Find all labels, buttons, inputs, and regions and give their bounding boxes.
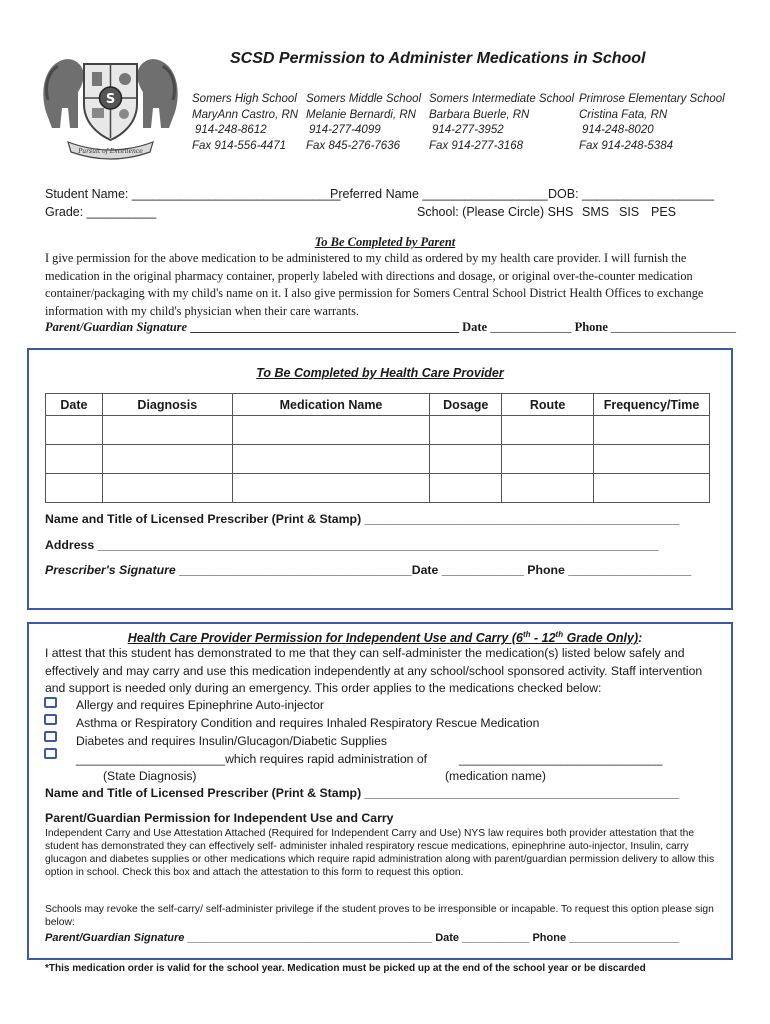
prescriber-signature-line[interactable]: __________________________________ bbox=[175, 563, 412, 577]
option-asthma-label: Asthma or Respiratory Condition and requires Inhaled Respiratory Rescue Medication bbox=[76, 716, 540, 730]
col-medication-name: Medication Name bbox=[232, 394, 430, 416]
school-phone: 914-248-8020 bbox=[582, 124, 654, 136]
attestation-text: Independent Carry and Use Attestation Attached (Required for Independent Carry and Use) NYS law requires both provider attestation that the student has demonstrated they can effectively self- administer inhaled respiratory rescue medications, epinephrine auto-injector, Insulin, carry glucagon and diabetes supplies or other medications which require rapid administration along with parent/guardian permission delivery to allow this option in school. Check this box and attach the attestation to this form to request this option. bbox=[45, 828, 715, 878]
prescriber-address-field[interactable]: Address __________________________________________________________________________________ bbox=[45, 538, 659, 552]
table-cell[interactable] bbox=[502, 416, 594, 445]
prescriber-phone-field[interactable]: Phone __________________ bbox=[523, 563, 692, 577]
school-info-sis bbox=[429, 92, 574, 154]
provider-section-heading: To Be Completed by Health Care Provider bbox=[256, 366, 504, 380]
table-cell[interactable] bbox=[232, 416, 430, 445]
school-nurse: Melanie Bernardi, RN bbox=[306, 108, 416, 121]
school-fax: Fax 914-277-3168 bbox=[429, 139, 523, 152]
table-cell[interactable] bbox=[594, 445, 710, 474]
school-option-pes[interactable]: PES bbox=[651, 205, 677, 219]
school-circle-label: School: (Please Circle) SHS bbox=[417, 205, 574, 219]
table-cell[interactable] bbox=[594, 416, 710, 445]
prescriber-signature-label: Prescriber's Signature bbox=[45, 563, 176, 577]
parent-signature-line[interactable]: ___________________________________________ bbox=[187, 320, 459, 334]
table-cell[interactable] bbox=[502, 445, 594, 474]
district-seal-logo bbox=[38, 42, 183, 160]
school-name: Somers High School bbox=[192, 93, 297, 105]
checkbox-other[interactable] bbox=[44, 748, 57, 759]
parent-signature-row bbox=[45, 320, 736, 335]
form-title: SCSD Permission to Administer Medications in School bbox=[230, 50, 646, 67]
independent-section-heading: Health Care Provider Permission for Independent Use and Carry (6th - 12th Grade Only): bbox=[127, 630, 643, 646]
table-cell[interactable] bbox=[102, 416, 232, 445]
table-cell[interactable] bbox=[232, 445, 430, 474]
medication-name-caption: (medication name) bbox=[445, 769, 546, 783]
parent-permission-text: I give permission for the above medication to be administered to my child as ordered by my health care provider. I will furnish the medication in the original pharmacy container, properly labeled with directions and dosage, or original over-the-counter medication container/packaging with my child's name on it. I also give permission for Somers Central School District Health Offices to exchange information with my child's physician when their care warrants. bbox=[45, 251, 704, 318]
checkbox-diabetes[interactable] bbox=[44, 731, 57, 742]
table-cell[interactable] bbox=[430, 416, 502, 445]
col-frequency: Frequency/Time bbox=[594, 394, 710, 416]
svg-text:Pursuit of Excellence: Pursuit of Excellence bbox=[78, 148, 143, 155]
col-diagnosis: Diagnosis bbox=[102, 394, 232, 416]
table-cell[interactable] bbox=[46, 474, 103, 503]
table-header-row bbox=[46, 394, 710, 416]
dob-field[interactable]: DOB: ___________________ bbox=[548, 187, 715, 201]
table-cell[interactable] bbox=[430, 474, 502, 503]
school-fax: Fax 845-276-7636 bbox=[306, 139, 400, 152]
school-info-shs bbox=[192, 92, 298, 154]
school-option-sis[interactable]: SIS bbox=[619, 205, 640, 219]
option-diabetes-label: Diabetes and requires Insulin/Glucagon/Diabetic Supplies bbox=[76, 734, 387, 748]
footer-note: *This medication order is valid for the school year. Medication must be picked up at the end of the school year or be discarded bbox=[45, 963, 646, 974]
table-row bbox=[46, 416, 710, 445]
table-cell[interactable] bbox=[102, 474, 232, 503]
independent-attest-text: I attest that this student has demonstrated to me that they can self-administer the medication(s) listed below safely and effectively and may carry and use this medication independently at any school/school sponsored activity. Staff intervention and support is needed only during an emergency. This order applies to the medications checked below: bbox=[45, 646, 703, 695]
option-allergy-label: Allergy and requires Epinephrine Auto-injector bbox=[76, 698, 324, 712]
school-nurse: MaryAnn Castro, RN bbox=[192, 108, 299, 121]
svg-text:S: S bbox=[105, 92, 116, 107]
school-option-sms[interactable]: SMS bbox=[582, 205, 610, 219]
parent-date-label: Date bbox=[458, 320, 491, 334]
option-other-medication-line[interactable]: ______________________________ bbox=[459, 752, 663, 766]
parent-phone-label: Phone bbox=[571, 320, 612, 334]
option-other-label[interactable]: ______________________which requires rapid administration of bbox=[76, 752, 427, 766]
school-name: Somers Intermediate School bbox=[429, 93, 575, 105]
parent-section-heading: To Be Completed by Parent bbox=[314, 235, 456, 249]
state-diagnosis-caption: (State Diagnosis) bbox=[103, 769, 197, 783]
table-row bbox=[46, 474, 710, 503]
prescriber-name-field[interactable]: Name and Title of Licensed Prescriber (Print & Stamp) ______________________________________________ bbox=[45, 512, 680, 526]
school-nurse: Cristina Fata, RN bbox=[579, 108, 668, 121]
table-row bbox=[46, 445, 710, 474]
school-name: Somers Middle School bbox=[306, 93, 422, 105]
parent-phone-line[interactable]: ____________________ bbox=[611, 320, 737, 334]
table-cell[interactable] bbox=[46, 445, 103, 474]
parent-independent-heading: Parent/Guardian Permission for Independent Use and Carry bbox=[45, 811, 394, 825]
medication-table bbox=[45, 393, 710, 503]
independent-parent-signature-line[interactable]: ________________________________________ Date ___________ Phone __________________ bbox=[184, 932, 680, 944]
col-date: Date bbox=[46, 394, 103, 416]
independent-parent-signature-label: Parent/Guardian Signature bbox=[45, 932, 185, 944]
table-cell[interactable] bbox=[430, 445, 502, 474]
prescriber-date-field[interactable]: Date ____________ bbox=[411, 563, 524, 577]
school-fax: Fax 914-556-4471 bbox=[192, 139, 286, 152]
table-cell[interactable] bbox=[102, 445, 232, 474]
school-phone: 914-248-8612 bbox=[195, 124, 267, 136]
school-phone: 914-277-3952 bbox=[432, 124, 504, 136]
grade-field[interactable]: Grade: __________ bbox=[45, 205, 157, 219]
table-cell[interactable] bbox=[46, 416, 103, 445]
school-nurse: Barbara Buerle, RN bbox=[429, 108, 530, 121]
heading-text: Health Care Provider Permission for Independent Use and Carry (6th - 12th Grade Only) bbox=[127, 630, 639, 646]
school-phone: 914-277-4099 bbox=[309, 124, 381, 136]
col-route: Route bbox=[502, 394, 594, 416]
independent-parent-signature-row bbox=[45, 932, 679, 944]
checkbox-asthma[interactable] bbox=[44, 714, 57, 725]
preferred-name-field[interactable]: Preferred Name __________________ bbox=[330, 187, 548, 201]
prescriber-signature-row bbox=[45, 563, 691, 577]
school-fax: Fax 914-248-5384 bbox=[579, 139, 673, 152]
table-cell[interactable] bbox=[502, 474, 594, 503]
parent-date-line[interactable]: _____________ bbox=[490, 320, 572, 334]
independent-prescriber-field[interactable]: Name and Title of Licensed Prescriber (Print & Stamp) ______________________________________________ bbox=[45, 786, 680, 800]
student-name-field[interactable]: Student Name: ______________________________ bbox=[45, 187, 341, 201]
parent-signature-label: Parent/Guardian Signature bbox=[45, 320, 188, 334]
table-cell[interactable] bbox=[594, 474, 710, 503]
school-name: Primrose Elementary School bbox=[579, 93, 725, 105]
revoke-text: Schools may revoke the self-carry/ self-administer privilege if the student proves to be irresponsible or incapable. To request this option please sign below: bbox=[45, 904, 714, 928]
school-info-sms bbox=[306, 92, 421, 154]
checkbox-allergy[interactable] bbox=[44, 697, 57, 708]
col-dosage: Dosage bbox=[430, 394, 502, 416]
table-cell[interactable] bbox=[232, 474, 430, 503]
school-info-pes bbox=[579, 92, 725, 154]
